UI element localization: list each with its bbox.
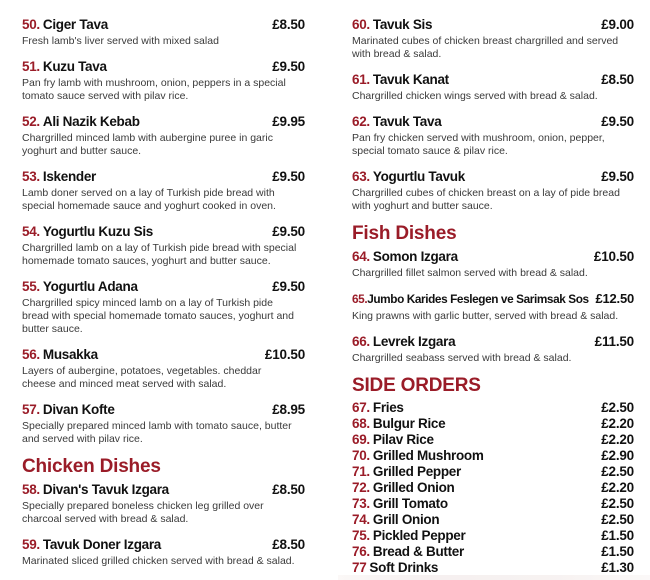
item-number: 74. <box>352 512 370 527</box>
item-name: Grilled Pepper <box>372 464 461 479</box>
item-price: £9.50 <box>601 114 634 129</box>
item-name: Grilled Mushroom <box>372 448 484 463</box>
menu-item <box>352 465 634 479</box>
item-number: 61. <box>352 72 370 87</box>
section-header: SIDE ORDERS <box>352 375 481 396</box>
item-price: £9.50 <box>272 224 305 239</box>
item-number: 54. <box>22 224 40 239</box>
menu-item-row <box>22 347 305 362</box>
item-title <box>352 545 464 559</box>
item-title <box>352 513 439 527</box>
item-title <box>352 497 448 511</box>
item-name: Yogurtlu Tavuk <box>372 169 465 184</box>
menu-item-row <box>352 433 634 447</box>
item-title <box>22 17 108 32</box>
item-price: £9.95 <box>272 114 305 129</box>
item-name: Iskender <box>42 169 97 184</box>
item-number: 69. <box>352 432 370 447</box>
item-name: Soft Drinks <box>369 560 439 575</box>
item-name: Grill Tomato <box>372 496 448 511</box>
item-name: Yogurtlu Kuzu Sis <box>42 224 154 239</box>
item-name: Musakka <box>42 347 98 362</box>
menu-item <box>22 114 305 158</box>
menu-column-right <box>352 17 634 579</box>
menu-item <box>352 513 634 527</box>
item-name: Kuzu Tava <box>42 59 107 74</box>
item-name: Bulgur Rice <box>372 416 446 431</box>
item-price: £8.95 <box>272 402 305 417</box>
item-number: 66. <box>352 334 370 349</box>
item-title <box>22 114 140 129</box>
menu-item-row <box>352 334 634 349</box>
item-name: Tavuk Tava <box>372 114 442 129</box>
item-number: 76. <box>352 544 370 559</box>
item-price: £11.50 <box>594 334 634 349</box>
item-title <box>22 482 169 497</box>
menu-item-row <box>352 529 634 543</box>
menu-item <box>352 433 634 447</box>
menu-item-row <box>22 482 305 497</box>
menu-item-row <box>22 59 305 74</box>
menu-item-row <box>352 545 634 559</box>
item-description: Chargrilled lamb on a lay of Turkish pide bread with special homemade tomato sauces, yoghurt and butter sauce. <box>22 242 297 267</box>
item-description: Specially prepared boneless chicken leg grilled over charcoal served with bread & salad. <box>22 500 264 525</box>
item-number: 59. <box>22 537 40 552</box>
item-name: Divan Kofte <box>42 402 115 417</box>
item-number: 77 <box>352 560 367 575</box>
item-number: 50. <box>22 17 40 32</box>
menu-item <box>352 545 634 559</box>
item-title <box>352 72 449 87</box>
item-price: £9.50 <box>272 169 305 184</box>
item-title <box>352 449 484 463</box>
item-description: Chargrilled seabass served with bread & salad. <box>352 352 572 364</box>
item-title <box>352 561 438 575</box>
item-price: £9.00 <box>601 17 634 32</box>
item-price: £10.50 <box>593 249 634 264</box>
item-number: 53. <box>22 169 40 184</box>
item-number: 71. <box>352 464 370 479</box>
item-number: 64. <box>352 249 370 264</box>
menu-item-row <box>352 465 634 479</box>
menu-item <box>352 529 634 543</box>
item-price: £1.50 <box>601 544 634 559</box>
item-number: 51. <box>22 59 40 74</box>
item-description: Chargrilled minced lamb with aubergine puree in garic yoghurt and butter sauce. <box>22 132 273 157</box>
menu-item <box>22 279 305 336</box>
item-number: 70. <box>352 448 370 463</box>
item-title <box>352 529 465 543</box>
item-number: 73. <box>352 496 370 511</box>
menu-item-row <box>352 497 634 511</box>
item-number: 52. <box>22 114 40 129</box>
item-number: 75. <box>352 528 370 543</box>
item-title <box>22 59 107 74</box>
menu-item <box>352 561 634 575</box>
item-price: £9.50 <box>272 279 305 294</box>
item-name: Somon Izgara <box>372 249 458 264</box>
menu-item-row <box>352 417 634 431</box>
menu-item <box>22 347 305 391</box>
item-description: Chargrilled chicken wings served with bread & salad. <box>352 90 598 102</box>
menu-item <box>352 497 634 511</box>
menu-item <box>352 72 634 103</box>
item-price: £9.50 <box>272 59 305 74</box>
item-title <box>22 279 138 294</box>
item-title <box>22 224 153 239</box>
menu-item-row <box>22 537 305 552</box>
menu-item-row <box>22 169 305 184</box>
menu-item-row <box>22 279 305 294</box>
menu-item-row <box>352 449 634 463</box>
menu-item <box>352 449 634 463</box>
item-name: Pilav Rice <box>372 432 434 447</box>
item-price: £9.50 <box>601 169 634 184</box>
item-price: £2.20 <box>601 480 634 495</box>
menu-column-left <box>22 17 305 579</box>
item-number: 63. <box>352 169 370 184</box>
item-title <box>352 169 465 184</box>
item-title <box>352 292 589 307</box>
menu-item <box>22 59 305 103</box>
item-description: Chargrilled spicy minced lamb on a lay of Turkish pide bread with special homemade tomato sauces, yoghurt and butter sauce. <box>22 297 294 335</box>
item-title <box>352 401 404 415</box>
item-price: £8.50 <box>601 72 634 87</box>
menu-item-row <box>352 114 634 129</box>
menu-item-row <box>352 249 634 264</box>
item-description: Chargrilled fillet salmon served with bread & salad. <box>352 267 588 279</box>
menu-item <box>22 224 305 268</box>
item-number: 57. <box>22 402 40 417</box>
menu-item <box>352 417 634 431</box>
menu-item-row <box>352 513 634 527</box>
item-number: 62. <box>352 114 370 129</box>
item-description: Pan fry lamb with mushroom, onion, peppers in a special tomato sauce served with pilav rice. <box>22 77 286 102</box>
menu-item <box>352 169 634 213</box>
item-name: Ciger Tava <box>42 17 108 32</box>
menu-item-row <box>352 291 634 307</box>
item-description: Marinated sliced grilled chicken served with bread & salad. <box>22 555 295 567</box>
item-name: Tavuk Kanat <box>372 72 449 87</box>
item-number: 56. <box>22 347 40 362</box>
item-description: Specially prepared minced lamb with tomato sauce, butter and served with pilav rice. <box>22 420 292 445</box>
item-title <box>352 481 454 495</box>
menu-item <box>352 481 634 495</box>
item-number: 60. <box>352 17 370 32</box>
item-description: Pan fry chicken served with mushroom, onion, pepper, special tomato sauce & pilav rice. <box>352 132 605 157</box>
item-name: Divan's Tavuk Izgara <box>42 482 169 497</box>
item-title <box>352 249 458 264</box>
item-description: Marinated cubes of chicken breast chargrilled and served with bread & salad. <box>352 35 619 60</box>
item-price: £8.50 <box>272 537 305 552</box>
item-description: Chargrilled cubes of chicken breast on a lay of pide bread with yoghurt and butter sauce. <box>352 187 620 212</box>
item-description: Fresh lamb's liver served with mixed salad <box>22 35 219 47</box>
item-name: Ali Nazik Kebab <box>42 114 140 129</box>
item-title <box>352 417 445 431</box>
item-title <box>352 465 461 479</box>
item-name: Fries <box>372 400 404 415</box>
menu-item <box>352 401 634 415</box>
item-price: £2.90 <box>601 448 634 463</box>
menu-item-row <box>352 17 634 32</box>
item-title <box>22 347 98 362</box>
menu-item-row <box>352 401 634 415</box>
item-number: 65. <box>352 292 368 306</box>
item-title <box>22 169 96 184</box>
menu-item <box>22 169 305 213</box>
item-price: £2.20 <box>601 416 634 431</box>
item-description: King prawns with garlic butter, served with bread & salad. <box>352 310 619 322</box>
item-name: Jumbo Karides Feslegen ve Sarimsak Sos <box>367 292 589 306</box>
item-name: Grill Onion <box>372 512 440 527</box>
item-description: Layers of aubergine, potatoes, vegetables. cheddar cheese and minced meat served with salad. <box>22 365 262 390</box>
item-number: 72. <box>352 480 370 495</box>
item-title <box>352 114 441 129</box>
item-price: £2.50 <box>601 400 634 415</box>
item-title <box>352 334 455 349</box>
menu-item <box>352 17 634 61</box>
item-number: 55. <box>22 279 40 294</box>
menu-item-row <box>352 72 634 87</box>
menu-item-row <box>22 17 305 32</box>
item-price: £1.30 <box>601 560 634 575</box>
menu-item <box>352 334 634 365</box>
section-header: Chicken Dishes <box>22 456 161 477</box>
item-name: Bread & Butter <box>372 544 464 559</box>
item-title <box>352 433 434 447</box>
item-number: 67. <box>352 400 370 415</box>
item-number: 58. <box>22 482 40 497</box>
menu-item <box>352 291 634 323</box>
item-name: Grilled Onion <box>372 480 455 495</box>
item-price: £2.50 <box>601 496 634 511</box>
item-price: £8.50 <box>272 482 305 497</box>
menu-item <box>22 17 305 48</box>
section-header: Fish Dishes <box>352 223 457 244</box>
menu-item <box>22 482 305 526</box>
item-price: £2.20 <box>601 432 634 447</box>
item-number: 68. <box>352 416 370 431</box>
menu-item <box>352 249 634 280</box>
item-price: £1.50 <box>601 528 634 543</box>
item-price: £12.50 <box>595 291 634 306</box>
menu-item-row <box>22 402 305 417</box>
cutoff-artifact <box>338 575 650 580</box>
item-description: Lamb doner served on a lay of Turkish pide bread with special homemade sauce and yoghurt cooked in oven. <box>22 187 276 212</box>
menu-item <box>22 537 305 568</box>
item-name: Yogurtlu Adana <box>42 279 138 294</box>
menu-item-row <box>352 561 634 575</box>
item-title <box>352 17 432 32</box>
item-price: £8.50 <box>272 17 305 32</box>
item-name: Tavuk Sis <box>372 17 433 32</box>
item-title <box>22 537 161 552</box>
menu-item-row <box>352 481 634 495</box>
item-price: £10.50 <box>264 347 305 362</box>
menu-item-row <box>22 114 305 129</box>
menu-item-row <box>22 224 305 239</box>
item-name: Pickled Pepper <box>372 528 466 543</box>
item-price: £2.50 <box>601 512 634 527</box>
item-title <box>22 402 115 417</box>
menu-item-row <box>352 169 634 184</box>
item-name: Tavuk Doner Izgara <box>42 537 162 552</box>
item-name: Levrek Izgara <box>372 334 456 349</box>
item-price: £2.50 <box>601 464 634 479</box>
menu-item <box>352 114 634 158</box>
menu-item <box>22 402 305 446</box>
